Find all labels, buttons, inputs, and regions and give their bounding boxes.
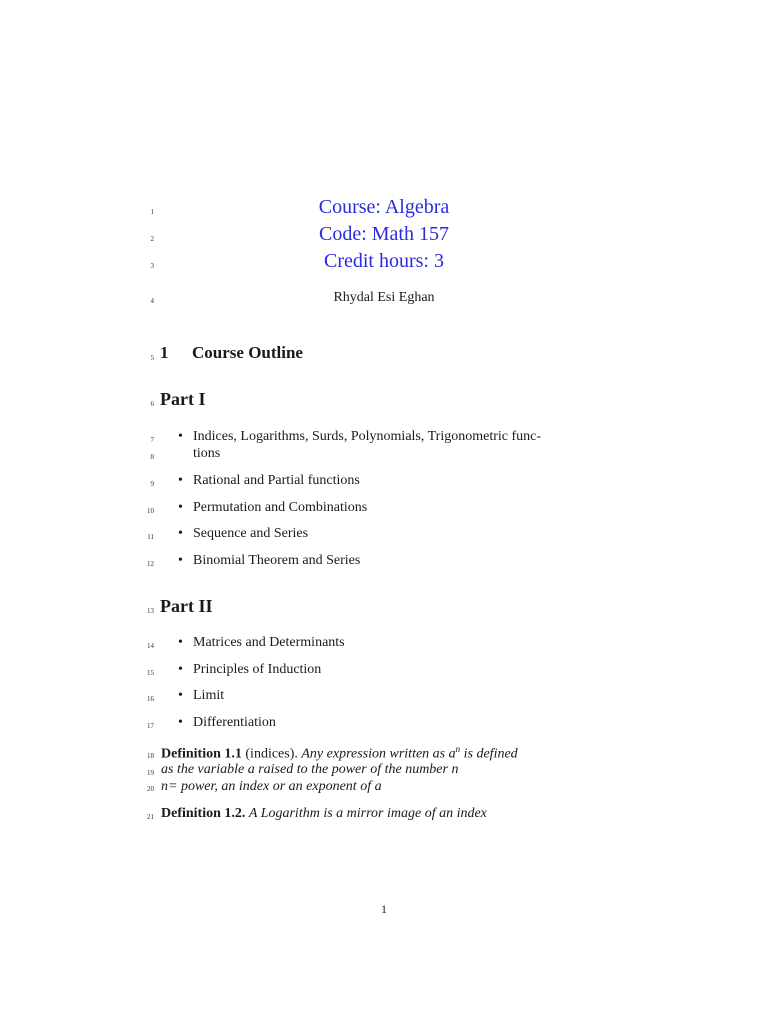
line-number: 15	[147, 669, 154, 677]
list-item: • Binomial Theorem and Series	[178, 553, 361, 568]
list-item: • Sequence and Series	[178, 526, 309, 541]
line-number: 4	[150, 297, 154, 305]
definition-text: is defined	[463, 746, 518, 762]
list-item: • Principles of Induction	[178, 662, 322, 677]
line-number: 3	[150, 262, 154, 270]
bullet-icon: •	[178, 688, 183, 703]
line-number: 21	[147, 813, 154, 821]
line-number: 8	[150, 453, 154, 461]
list-item: • Permutation and Combinations	[178, 500, 368, 515]
bullet-icon: •	[178, 429, 183, 444]
section-number: 1	[160, 343, 169, 362]
bullet-icon: •	[178, 526, 183, 541]
definition-note: (indices).	[245, 746, 298, 762]
line-number: 9	[150, 480, 154, 488]
line-number: 10	[147, 507, 154, 515]
definition-label: Definition 1.2.	[161, 806, 246, 821]
definition-text-line: as the variable a raised to the power of the number n	[161, 762, 459, 777]
line-number: 2	[150, 235, 154, 243]
line-number: 14	[147, 642, 154, 650]
list-item: • Indices, Logarithms, Surds, Polynomials, Trigonometric func-	[178, 429, 542, 444]
definition-text: Any expression written as a	[301, 746, 456, 762]
definition-text: A Logarithm is a mirror image of an index	[248, 806, 487, 821]
list-item: • Limit	[178, 688, 225, 703]
line-number: 12	[147, 560, 154, 568]
list-item: • Rational and Partial functions	[178, 473, 360, 488]
list-item: • Differentiation	[178, 715, 276, 730]
list-item: • Matrices and Determinants	[178, 635, 345, 650]
credit-hours: Credit hours: 3	[324, 250, 444, 272]
line-number: 18	[147, 752, 154, 760]
bullet-icon: •	[178, 662, 183, 677]
line-number: 1	[150, 208, 154, 216]
list-item-continuation: tions	[193, 446, 221, 461]
bullet-icon: •	[178, 553, 183, 568]
definition-label: Definition 1.1	[161, 746, 242, 762]
bullet-icon: •	[178, 500, 183, 515]
part-heading: Part II	[160, 596, 213, 616]
line-number: 7	[150, 436, 154, 444]
author-name: Rhydal Esi Eghan	[333, 290, 435, 305]
line-number: 13	[147, 607, 154, 615]
line-number: 17	[147, 722, 154, 730]
line-number: 5	[150, 354, 154, 362]
course-title: Course: Algebra	[318, 196, 450, 218]
bullet-icon: •	[178, 715, 183, 730]
line-number: 11	[147, 533, 154, 541]
line-number: 16	[147, 695, 154, 703]
page-number: 1	[381, 902, 387, 916]
definition-1-2	[161, 806, 487, 822]
course-code: Code: Math 157	[319, 223, 449, 245]
section-heading	[160, 343, 303, 363]
part-heading: Part I	[160, 389, 206, 409]
line-number: 20	[147, 785, 154, 793]
section-title: Course Outline	[192, 343, 303, 362]
line-number: 6	[150, 400, 154, 408]
line-number: 19	[147, 769, 154, 777]
definition-text-line: n= power, an index or an exponent of a	[161, 779, 382, 794]
bullet-icon: •	[178, 635, 183, 650]
exponent: n	[455, 744, 461, 754]
bullet-icon: •	[178, 473, 183, 488]
definition-1-1	[161, 744, 518, 763]
